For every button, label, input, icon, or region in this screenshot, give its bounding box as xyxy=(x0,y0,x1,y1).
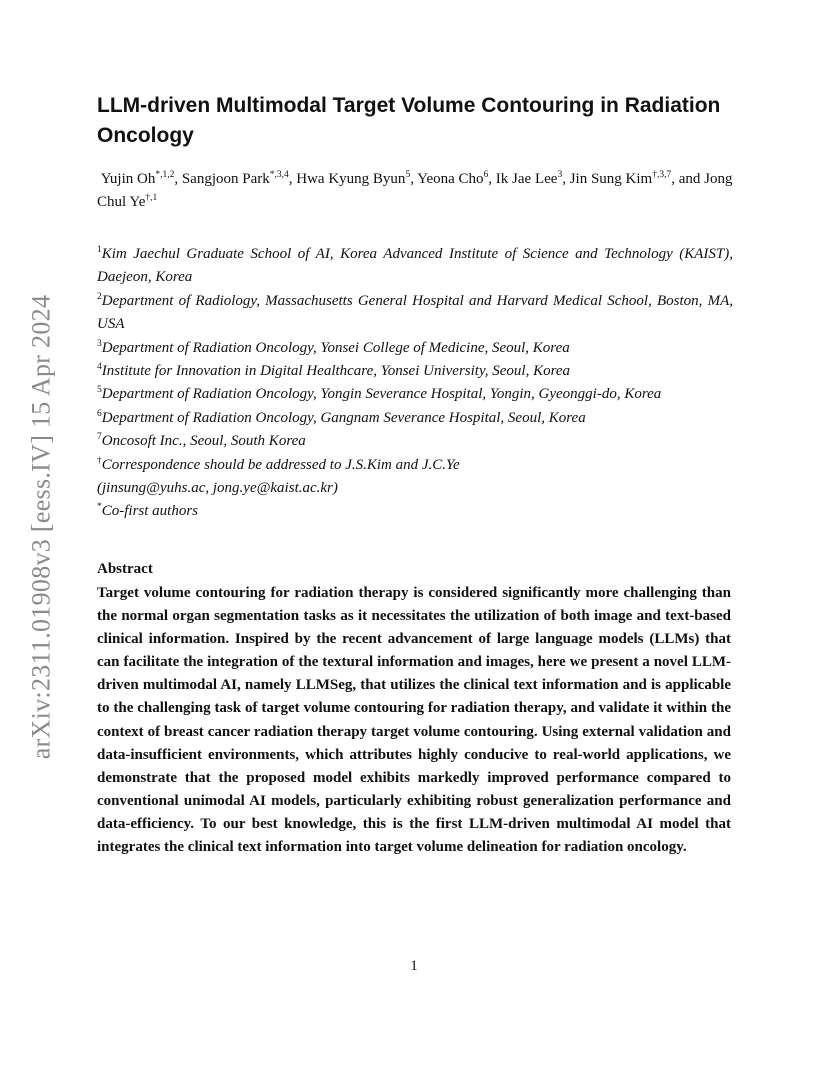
author-affiliation-marks: *,1,2 xyxy=(155,170,175,180)
affiliation-mark: 3 xyxy=(97,338,102,349)
author-affiliation-marks: 6 xyxy=(483,170,489,180)
affiliation-mark: 4 xyxy=(97,362,102,373)
affiliation-item xyxy=(97,337,733,360)
affiliation-item xyxy=(97,454,733,477)
affiliation-item xyxy=(97,430,733,453)
author-name: Hwa Kyung Byun xyxy=(296,171,406,187)
author-name: Sangjoon Park xyxy=(181,171,270,187)
affiliation-mark: † xyxy=(97,455,102,466)
affiliation-mark: 1 xyxy=(97,245,102,255)
affiliation-text: Department of Radiation Oncology, Yongin Severance Hospital, Yongin, Gyeonggi-do, Korea xyxy=(101,386,662,403)
author-name: Yeona Cho xyxy=(417,171,484,187)
affiliation-mark: * xyxy=(97,502,102,513)
affiliation-mark: 6 xyxy=(97,408,102,419)
affiliation-item xyxy=(97,360,733,383)
page-number: 1 xyxy=(410,958,418,974)
abstract-heading: Abstract xyxy=(97,561,153,577)
affiliation-item xyxy=(97,383,733,406)
affiliation-mark: 5 xyxy=(97,385,102,396)
author-separator: , xyxy=(410,171,418,187)
author-list xyxy=(97,168,737,214)
author-affiliation-marks: *,3,4 xyxy=(269,170,289,180)
affiliation-mark: 2 xyxy=(97,291,102,302)
affiliation-text: Department of Radiation Oncology, Gangnam Severance Hospital, Seoul, Korea xyxy=(101,409,586,426)
author-separator: , xyxy=(288,171,297,187)
author-affiliation-marks: 3 xyxy=(557,170,563,180)
arxiv-stamp xyxy=(16,282,66,772)
author-name: and Jong Chul Ye xyxy=(97,171,733,210)
author-affiliation-marks: †,3,7 xyxy=(652,170,672,180)
affiliation-text: Department of Radiology, Massachusetts General Hospital and Harvard Medical School, Boston, MA, USA xyxy=(97,292,733,333)
affiliation-list xyxy=(97,243,733,524)
affiliation-item xyxy=(97,290,733,337)
author-affiliation-marks: †,1 xyxy=(145,193,158,203)
author-name: Yujin Oh xyxy=(100,171,156,187)
affiliation-text: (jinsung@yuhs.ac, jong.ye@kaist.ac.kr) xyxy=(97,480,338,497)
author-separator: , xyxy=(174,171,182,187)
author-affiliation-marks: 5 xyxy=(405,170,411,180)
affiliation-text: Department of Radiation Oncology, Yonsei College of Medicine, Seoul, Korea xyxy=(101,339,570,356)
author-separator: , xyxy=(562,171,570,187)
affiliation-text: Institute for Innovation in Digital Healthcare, Yonsei University, Seoul, Korea xyxy=(101,363,571,380)
affiliation-text: Oncosoft Inc., Seoul, South Korea xyxy=(101,433,306,450)
affiliation-text: Correspondence should be addressed to J.S.Kim and J.C.Ye xyxy=(101,456,460,473)
affiliation-item xyxy=(97,407,733,430)
author-separator: , xyxy=(671,171,679,187)
affiliation-text: Co-first authors xyxy=(101,503,199,520)
affiliation-item xyxy=(97,243,733,290)
arxiv-stamp-text: arXiv:2311.01908v3 [eess.IV] 15 Apr 2024 xyxy=(26,294,55,760)
affiliation-item xyxy=(97,500,733,523)
author-name: Ik Jae Lee xyxy=(495,171,558,187)
affiliation-mark: 7 xyxy=(97,432,102,443)
author-name: Jin Sung Kim xyxy=(569,171,653,187)
abstract-body: Target volume contouring for radiation therapy is considered significantly more challenging than the normal organ segmentation tasks as it necessitates the utilization of both image and text-based clinical information. Inspired by the recent advancement of large language models (LLMs) that can facilitate the integration of the textural information and images, here we present a novel LLM-driven multimodal AI, namely LLMSeg, that utilizes the clinical text information and is applicable to the challenging task of target volume contouring for radiation therapy, and validate it within the context of breast cancer radiation therapy target volume contouring. Using external validation and data-insufficient environments, which attributes highly conducive to real-world applications, we demonstrate that the proposed model exhibits markedly improved performance compared to conventional unimodal AI models, particularly exhibiting robust generalization performance and data-efficiency. To our best knowledge, this is the first LLM-driven multimodal AI model that integrates the clinical text information into target volume delineation for radiation oncology. xyxy=(97,585,731,856)
affiliation-text: Kim Jaechul Graduate School of AI, Korea Advanced Institute of Science and Technology (KAIST), Daejeon, Korea xyxy=(97,246,733,286)
author-separator: , xyxy=(488,171,496,187)
affiliation-item xyxy=(97,477,733,500)
paper-title: LLM-driven Multimodal Target Volume Contouring in Radiation Oncology xyxy=(97,94,721,147)
